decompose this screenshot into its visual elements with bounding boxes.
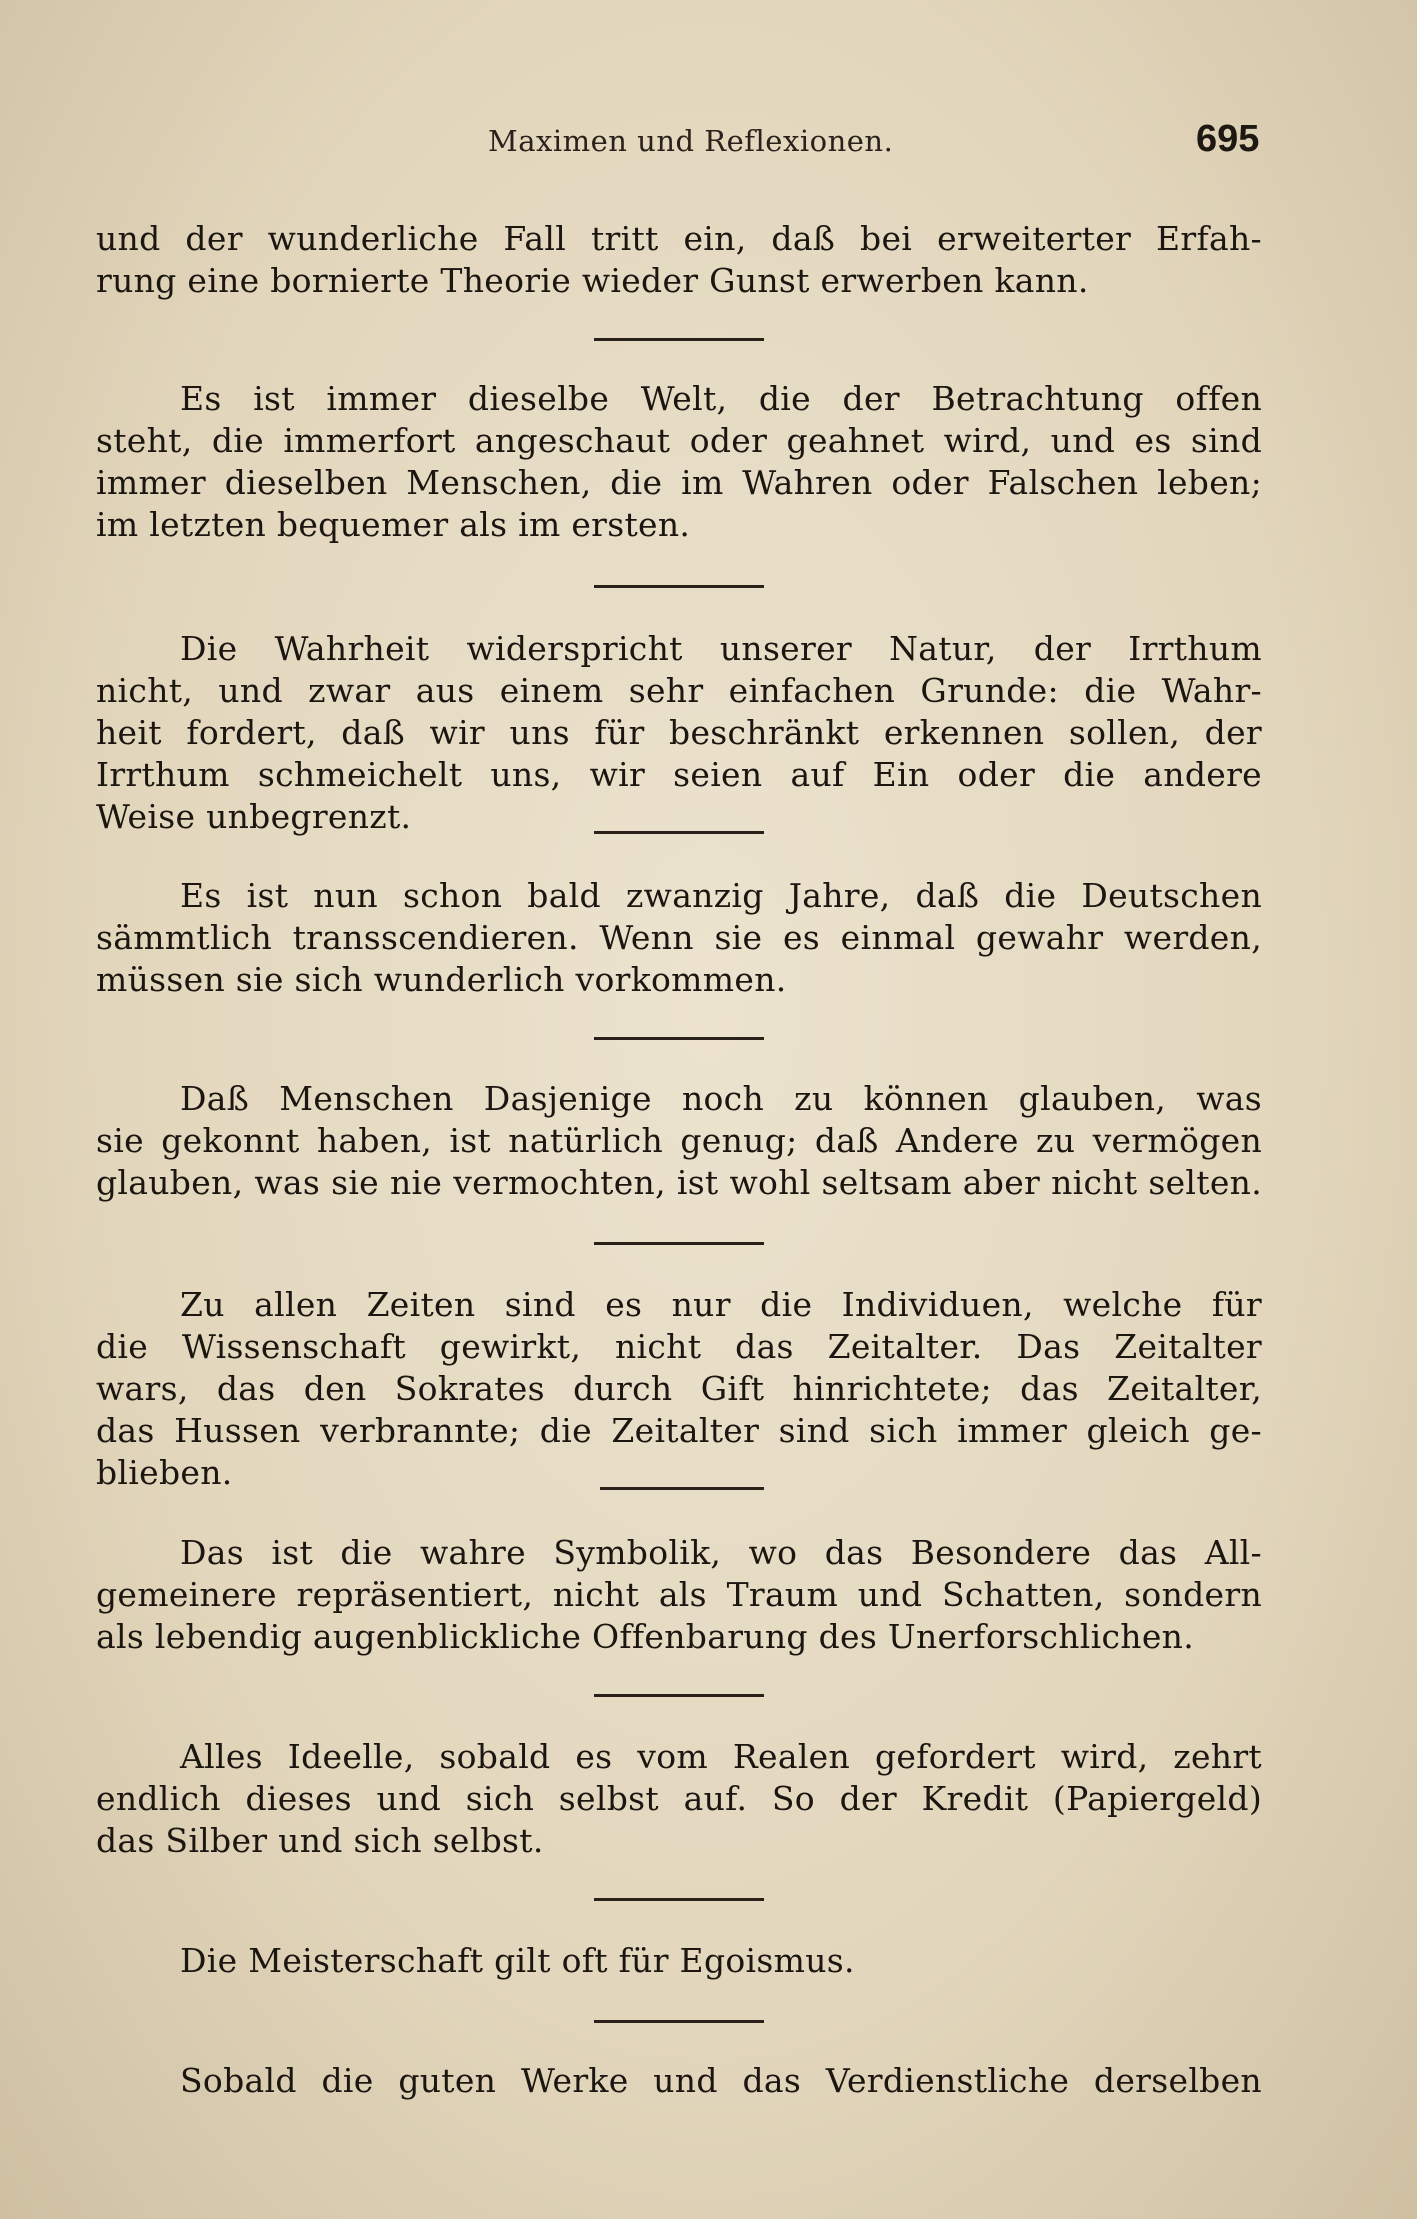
text-line: Es ist nun schon bald zwanzig Jahre, daß die Deutschen: [180, 876, 1262, 915]
text-line: rung eine bornierte Theorie wieder Gunst erwerben kann.: [96, 261, 1089, 300]
separator-rule: [594, 1898, 764, 1901]
text-line: als lebendig augenblickliche Offenbarung des Unerforschlichen.: [96, 1617, 1194, 1656]
running-title: Maximen und Reflexionen.: [488, 124, 894, 158]
page-header: [0, 118, 1417, 174]
text-line: Alles Ideelle, sobald es vom Realen gefordert wird, zehrt: [180, 1737, 1262, 1776]
text-line: das Silber und sich selbst.: [96, 1821, 544, 1860]
separator-rule: [594, 1242, 764, 1245]
separator-rule: [594, 338, 764, 341]
separator-rule: [594, 1037, 764, 1040]
text-line: Irrthum schmeichelt uns, wir seien auf Ein oder die andere: [96, 755, 1262, 794]
text-line: Die Meisterschaft gilt oft für Egoismus.: [180, 1941, 855, 1980]
text-line: sie gekonnt haben, ist natürlich genug; daß Andere zu vermögen: [96, 1121, 1262, 1160]
text-line: immer dieselben Menschen, die im Wahren oder Falschen leben;: [96, 463, 1262, 502]
text-line: nicht, und zwar aus einem sehr einfachen Grunde: die Wahr-: [96, 671, 1262, 710]
separator-rule: [594, 1694, 764, 1697]
text-line: endlich dieses und sich selbst auf. So der Kredit (Papiergeld): [96, 1779, 1262, 1818]
text-line: sämmtlich transscendieren. Wenn sie es einmal gewahr werden,: [96, 918, 1262, 957]
text-line: müssen sie sich wunderlich vorkommen.: [96, 960, 787, 999]
separator-rule: [594, 585, 764, 588]
text-line: steht, die immerfort angeschaut oder geahnet wird, und es sind: [96, 421, 1262, 460]
separator-rule: [600, 1487, 764, 1490]
separator-rule: [594, 2020, 764, 2023]
text-line: die Wissenschaft gewirkt, nicht das Zeitalter. Das Zeitalter: [96, 1327, 1262, 1366]
text-line: das Hussen verbrannte; die Zeitalter sind sich immer gleich ge-: [96, 1411, 1262, 1450]
text-line: und der wunderliche Fall tritt ein, daß bei erweiterter Erfah-: [96, 219, 1262, 258]
page-number: 695: [1196, 118, 1260, 160]
text-line: Weise unbegrenzt.: [96, 797, 412, 836]
text-line: Daß Menschen Dasjenige noch zu können glauben, was: [180, 1079, 1262, 1118]
text-line: gemeinere repräsentiert, nicht als Traum und Schatten, sondern: [96, 1575, 1262, 1614]
text-line: Sobald die guten Werke und das Verdienstliche derselben: [180, 2061, 1262, 2100]
text-line: wars, das den Sokrates durch Gift hinrichtete; das Zeitalter,: [96, 1369, 1262, 1408]
text-line: im letzten bequemer als im ersten.: [96, 505, 691, 544]
text-line: Die Wahrheit widerspricht unserer Natur, der Irrthum: [180, 629, 1262, 668]
text-line: blieben.: [96, 1453, 233, 1492]
text-line: Das ist die wahre Symbolik, wo das Besondere das All-: [180, 1533, 1262, 1572]
text-line: heit fordert, daß wir uns für beschränkt erkennen sollen, der: [96, 713, 1262, 752]
text-line: Es ist immer dieselbe Welt, die der Betrachtung offen: [180, 379, 1262, 418]
text-line: glauben, was sie nie vermochten, ist wohl seltsam aber nicht selten.: [96, 1163, 1262, 1202]
text-line: Zu allen Zeiten sind es nur die Individuen, welche für: [180, 1285, 1262, 1324]
separator-rule: [594, 831, 764, 834]
